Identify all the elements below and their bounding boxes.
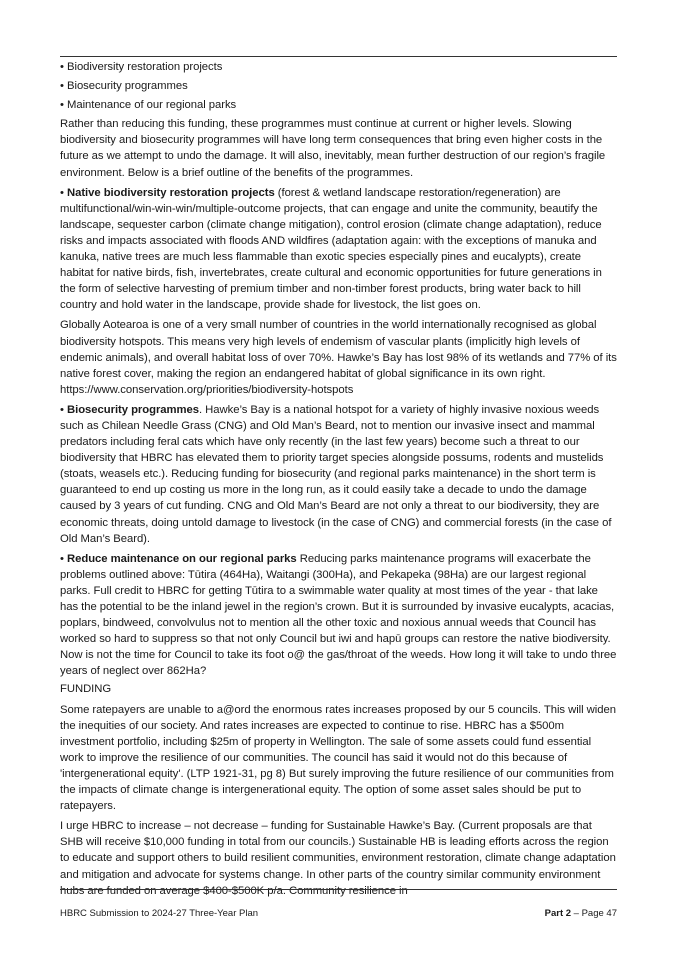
footer-part: Part 2 (544, 908, 572, 919)
bullet-marker: • (60, 403, 67, 416)
bullet-parks: • Maintenance of our regional parks (60, 99, 237, 112)
footer-page-number (545, 908, 617, 920)
hotspot-paragraph: Globally Aotearoa is one of a very small number of countries in the world internationally recognised as global biodiversity hotspots. This means very high levels of endemism of vascular plants (implicitly high levels of endemic animals), and overall habitat loss of over 70%. Hawke’s Bay has lost 98% of its wetlands and 77% of its native forest cover, making the region an endangered habitat of global significance in its own right. https://www.conservation.org/priorities/biodiversity-hotspots (60, 319, 617, 396)
biosecurity-heading: Biosecurity programmes (67, 403, 199, 416)
bottom-rule (60, 889, 617, 890)
funding-paragraph: Some ratepayers are unable to a@ord the enormous rates increases proposed by our 5 councils. This will widen the inequities of our society. And rates increases are expected to continue to rise. HBRC has a $500m investment portfolio, including $25m of property in Wellington. The sale of some assets could fund essential work to improve the resilience of our communities. The council has said it would not do this because of 'intergenerational equity'. (LTP 1921-31, pg 8) But surely improving the future resilience of our communities from the impacts of climate change is intergenerational equity. The option of some asset sales should be put to ratepayers. (60, 703, 616, 813)
parks-heading: Reduce maintenance on our regional parks (67, 552, 297, 565)
biosecurity-paragraph (60, 402, 617, 547)
intro-paragraph: Rather than reducing this funding, these programmes must continue at current or higher levels. Slowing biodiversity and biosecurity programmes will have long term consequences that bring even higher costs in the future as we attempt to undo the damage. It will also, inevitably, mean further destruction of our region’s fragile environment. Below is a brief outline of the benefits of the programmes. (60, 118, 606, 179)
biosecurity-body: . Hawke’s Bay is a national hotspot for a variety of highly invasive noxious weeds such as Chilean Needle Grass (CNG) and Old Man’s Beard, not to mention our invasive insect and mammal predators including feral cats which have only recently (in the last few years) become such a threat to our biodiversity that HBRC has elevated them to priority target species alongside possums, rodents and mustelids (stoats, weasels etc.). Reducing funding for biosecurity (and regional parks maintenance) in the short term is guaranteed to end up costing us more in the long run, as it could easily take a decade to undo the damage caused by 3 years of cut funding. CNG and Old Man’s Beard are not only a threat to our biodiversity, they are economic threats, doing untold damage to livestock (in the case of CNG) and commercial forests (in the case of Old Man’s Beard). (60, 403, 612, 545)
biodiversity-body: (forest & wetland landscape restoration/regeneration) are multifunctional/win-win-win/multiple-outcome projects, that can engage and unite the community, beautify the landscape, sequester carbon (climate change mitigation), control erosion (climate change adaptation), reduce risks and impacts associated with floods AND wildfires (adaptation again: with the exceptions of manuka and kanuka, native trees are much less flammable than exotic species especially pines and eucalypts), create habitat for native birds, fish, invertebrates, create cultural and economic opportunities for future generations in the form of selective harvesting of premium timber and non-timber forest products, bring water back to hill country and hold water in the landscape, provide shade for livestock, the list goes on. (60, 186, 602, 312)
biodiversity-heading: Native biodiversity restoration projects (67, 186, 275, 199)
funding-heading: FUNDING (60, 683, 112, 696)
bullet-marker: • (60, 186, 67, 199)
parks-paragraph (60, 551, 617, 680)
document-body (60, 59, 617, 903)
parks-body: Reducing parks maintenance programs will exacerbate the problems outlined above: Tūtira (464Ha), Waitangi (300Ha), and Pekapeka (98Ha) are our largest regional parks. Full credit to HBRC for getting Tūtira to a swimmable water quality at most times of the year - that lake has the potential to be the inland jewel in the region’s crown. But it is surrounded by invasive eucalypts, acacias, poplars, bindweed, convolvulus not to mention all the other toxic and noxious annual weeds that Council has worked so hard to suppress so that not only Council but iwi and hapū groups can restore the native biodiversity. Now is not the time for Council to take its foot o@ the gas/throat of the weeds. How long it will take to undo three years of neglect over 862Ha? (60, 552, 617, 678)
bullet-marker: • (60, 552, 67, 565)
footer-title: HBRC Submission to 2024-27 Three-Year Plan (60, 908, 259, 919)
bullet-biodiversity: • Biodiversity restoration projects (60, 61, 223, 73)
urge-paragraph: I urge HBRC to increase – not decrease – funding for Sustainable Hawke’s Bay. (Current proposals are that SHB will receive $10,000 funding in total from our councils.) Sustainable HB is leading efforts across the region to educate and support others to build resilient communities, environment restoration, climate change adaptation and mitigation and advocate for systems change. In other parts of the country similar community environment hubs are funded on average $400-$500K p/a. Community resilience in (60, 820, 616, 897)
biodiversity-paragraph (60, 185, 617, 314)
top-rule (60, 56, 617, 57)
bullet-biosecurity: • Biosecurity programmes (60, 80, 188, 93)
footer-page: – Page 47 (571, 908, 617, 919)
